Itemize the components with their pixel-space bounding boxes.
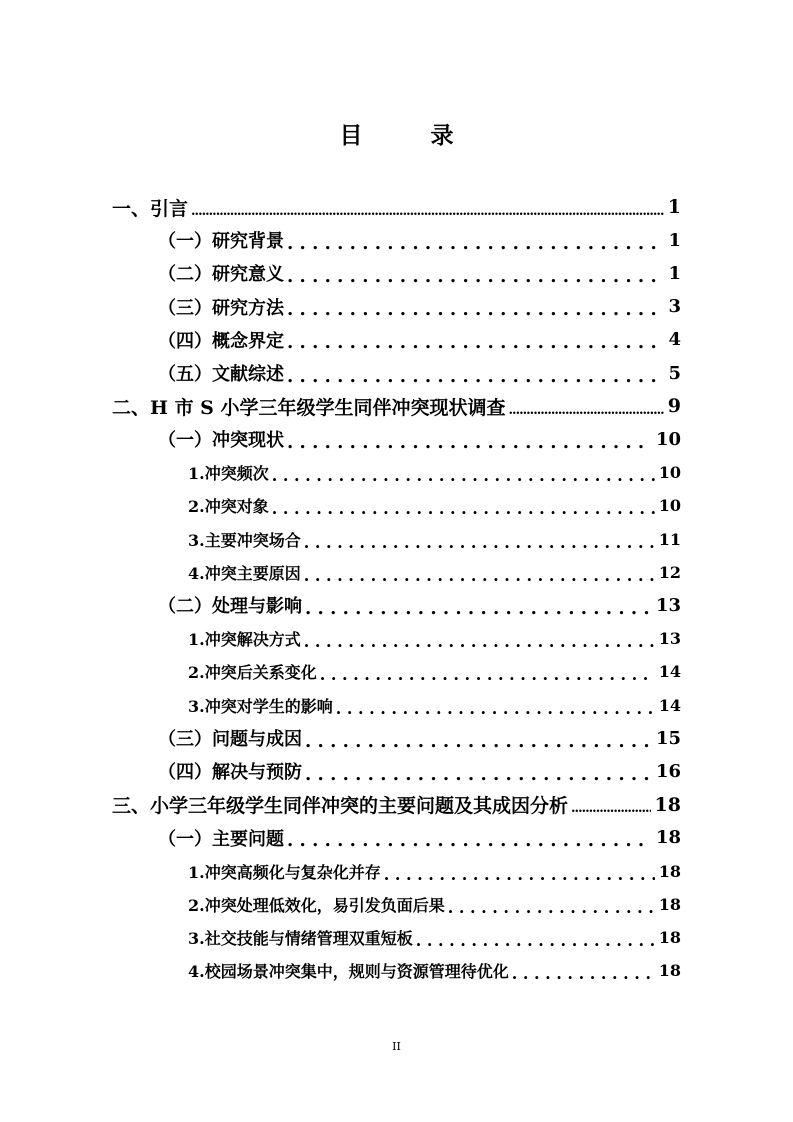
page-number: II: [392, 1040, 401, 1053]
toc-dot-leader: [416, 931, 655, 950]
toc-entry-label: 1.冲突频次: [188, 464, 269, 484]
toc-entry-label: 二、H 市 S 小学三年级学生同伴冲突现状调查: [112, 396, 506, 419]
toc-entry[interactable]: [0, 922, 793, 952]
toc-entry[interactable]: [0, 491, 793, 521]
toc-entry[interactable]: [0, 557, 793, 587]
toc-entry-page-number: 15: [655, 727, 681, 749]
toc-entry-label: （一）冲突现状: [158, 430, 284, 452]
toc-entry-page-number: 5: [668, 362, 681, 384]
toc-entry-label: 一、引言: [112, 197, 189, 220]
toc-entry[interactable]: [0, 524, 793, 554]
toc-entry-label: 3.社交技能与情绪管理双重短板: [188, 928, 413, 948]
toc-entry-label: （一）研究背景: [158, 231, 284, 253]
toc-entry[interactable]: [0, 823, 793, 853]
toc-entry-label: （四）解决与预防: [158, 762, 302, 784]
toc-entry-label: 3.冲突对学生的影响: [188, 696, 333, 716]
toc-entry-label: （二）研究意义: [158, 264, 284, 286]
toc-entry[interactable]: [0, 690, 793, 720]
toc-dot-leader: [304, 566, 655, 585]
toc-entry-page-number: 3: [668, 296, 681, 318]
toc-entry-label: 2.冲突后关系变化: [188, 663, 317, 683]
toc-dot-leader: [304, 533, 655, 552]
toc-entry[interactable]: [0, 790, 793, 820]
toc-dot-leader: [304, 632, 655, 651]
toc-entry[interactable]: [0, 391, 793, 421]
toc-dot-leader: [512, 964, 655, 983]
toc-entry-label: 2.冲突处理低效化，易引发负面后果: [188, 895, 445, 915]
toc-entry-label: 4.冲突主要原因: [188, 563, 301, 583]
toc-entry-label: （三）问题与成因: [158, 729, 302, 751]
toc-entry-page-number: 18: [658, 894, 681, 914]
toc-dot-leader: [384, 865, 655, 884]
toc-entry[interactable]: [0, 956, 793, 986]
toc-entry[interactable]: [0, 258, 793, 288]
toc-entry[interactable]: [0, 723, 793, 753]
toc-entry[interactable]: [0, 458, 793, 488]
toc-entry-label: （五）文献综述: [158, 364, 284, 385]
toc-entry-page-number: 10: [658, 463, 681, 483]
toc-dot-leader: [287, 233, 664, 254]
toc-entry-page-number: 1: [668, 229, 681, 251]
toc-dot-leader: [305, 731, 652, 752]
toc-entry-label: 三、小学三年级学生同伴冲突的主要问题及其成因分析: [112, 795, 569, 818]
toc-dot-leader: [272, 466, 655, 485]
toc-entry-label: （一）主要问题: [158, 828, 284, 850]
toc-entry-label: （四）概念界定: [158, 330, 284, 352]
toc-entry-page-number: 12: [658, 562, 681, 582]
page-title: 目 录: [339, 122, 484, 149]
toc-dot-leader: [287, 830, 652, 851]
toc-entry-page-number: 16: [655, 760, 681, 782]
toc-entry-page-number: 18: [658, 961, 681, 981]
toc-dot-leader: [305, 598, 652, 619]
toc-entry-label: 1.冲突高频化与复杂化并存: [188, 862, 381, 882]
toc-dot-leader: [287, 432, 652, 453]
toc-dot-leader: [509, 403, 664, 418]
toc-entry[interactable]: [0, 624, 793, 654]
toc-entry-page-number: 14: [658, 662, 681, 682]
toc-entry-page-number: 18: [654, 793, 681, 816]
toc-entry-label: （二）处理与影响: [158, 596, 302, 618]
toc-dot-leader: [287, 299, 664, 320]
toc-entry[interactable]: [0, 590, 793, 620]
toc-dot-leader: [320, 665, 655, 684]
toc-entry[interactable]: [0, 358, 793, 388]
toc-entry[interactable]: [0, 192, 793, 222]
toc-entry[interactable]: [0, 292, 793, 322]
toc-entry-page-number: 10: [658, 496, 681, 516]
toc-entry-label: 3.主要冲突场合: [188, 530, 301, 550]
toc-entry-page-number: 1: [668, 262, 681, 284]
toc-entry[interactable]: [0, 889, 793, 919]
toc-dot-leader: [191, 204, 664, 219]
toc-entry-label: 1.冲突解决方式: [188, 630, 301, 650]
toc-dot-leader: [287, 266, 664, 287]
toc-dot-leader: [287, 332, 664, 353]
toc-dot-leader: [448, 898, 655, 917]
toc-entry-page-number: 18: [658, 861, 681, 881]
toc-entry-label: 4.校园场景冲突集中，规则与资源管理待优化: [188, 962, 509, 982]
toc-entry-label: （三）研究方法: [158, 297, 284, 319]
toc-dot-leader: [272, 499, 655, 518]
toc-entry-page-number: 13: [655, 594, 681, 616]
toc-dot-leader: [287, 366, 664, 387]
toc-entry[interactable]: [0, 424, 793, 454]
toc-entry-page-number: 1: [667, 196, 681, 218]
toc-entry[interactable]: [0, 225, 793, 255]
toc-entry-page-number: 4: [668, 329, 681, 351]
toc-entry-page-number: 13: [658, 629, 681, 649]
toc-entry-page-number: 11: [658, 529, 681, 549]
toc-entry-page-number: 10: [655, 428, 681, 450]
toc-entry[interactable]: [0, 756, 793, 786]
toc-entry[interactable]: [0, 325, 793, 355]
toc-dot-leader: [336, 699, 655, 718]
toc-dot-leader: [305, 764, 652, 785]
toc-entry[interactable]: [0, 657, 793, 687]
toc-entry-page-number: 9: [667, 395, 681, 418]
toc-dot-leader: [571, 801, 651, 816]
toc-entry-page-number: 18: [658, 927, 681, 947]
toc-entry-page-number: 14: [658, 695, 681, 715]
toc-entry-label: 2.冲突对象: [188, 497, 269, 517]
toc-entry-page-number: 18: [655, 827, 681, 849]
toc-entry[interactable]: [0, 856, 793, 886]
